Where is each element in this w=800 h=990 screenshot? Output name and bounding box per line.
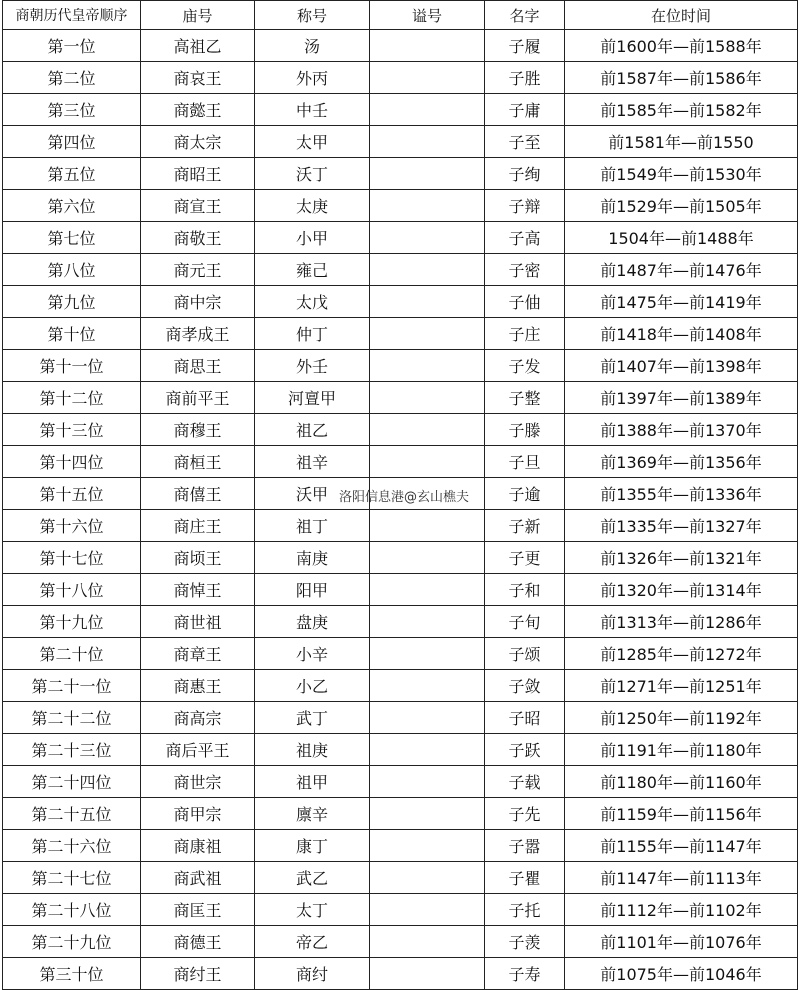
given-name-cell: 子绚 xyxy=(485,158,565,190)
title-cell: 外壬 xyxy=(255,350,370,382)
header-order: 商朝历代皇帝顺序 xyxy=(3,1,141,30)
temple-name-cell: 商甲宗 xyxy=(141,798,255,830)
posthumous-name-cell xyxy=(370,862,485,894)
temple-name-cell: 商悼王 xyxy=(141,574,255,606)
table-row xyxy=(3,62,798,94)
order-cell: 第十九位 xyxy=(3,606,141,638)
table-row xyxy=(3,510,798,542)
given-name-cell: 子新 xyxy=(485,510,565,542)
given-name-cell: 子嚣 xyxy=(485,830,565,862)
given-name-cell: 子托 xyxy=(485,894,565,926)
given-name-cell: 子履 xyxy=(485,30,565,62)
posthumous-name-cell xyxy=(370,926,485,958)
title-cell: 河亶甲 xyxy=(255,382,370,414)
given-name-cell: 子高 xyxy=(485,222,565,254)
given-name-cell: 子旦 xyxy=(485,446,565,478)
title-cell: 祖乙 xyxy=(255,414,370,446)
reign-period-cell: 前1355年—前1336年 xyxy=(565,478,798,510)
temple-name-cell: 商孝成王 xyxy=(141,318,255,350)
order-cell: 第十三位 xyxy=(3,414,141,446)
posthumous-name-cell xyxy=(370,286,485,318)
temple-name-cell: 商穆王 xyxy=(141,414,255,446)
header-reign-period: 在位时间 xyxy=(565,1,798,30)
table-row xyxy=(3,222,798,254)
temple-name-cell: 商纣王 xyxy=(141,958,255,990)
table-row xyxy=(3,190,798,222)
title-cell: 帝乙 xyxy=(255,926,370,958)
posthumous-name-cell xyxy=(370,894,485,926)
table-row xyxy=(3,126,798,158)
posthumous-name-cell xyxy=(370,606,485,638)
given-name-cell: 子胜 xyxy=(485,62,565,94)
order-cell: 第二十四位 xyxy=(3,766,141,798)
given-name-cell: 子伷 xyxy=(485,286,565,318)
order-cell: 第二十五位 xyxy=(3,798,141,830)
order-cell: 第二位 xyxy=(3,62,141,94)
table-row xyxy=(3,638,798,670)
given-name-cell: 子瞿 xyxy=(485,862,565,894)
reign-period-cell: 1504年—前1488年 xyxy=(565,222,798,254)
order-cell: 第二十三位 xyxy=(3,734,141,766)
title-cell: 盘庚 xyxy=(255,606,370,638)
given-name-cell: 子发 xyxy=(485,350,565,382)
posthumous-name-cell xyxy=(370,222,485,254)
temple-name-cell: 商匡王 xyxy=(141,894,255,926)
temple-name-cell: 高祖乙 xyxy=(141,30,255,62)
posthumous-name-cell xyxy=(370,670,485,702)
given-name-cell: 子更 xyxy=(485,542,565,574)
given-name-cell: 子辩 xyxy=(485,190,565,222)
table-row xyxy=(3,350,798,382)
reign-period-cell: 前1180年—前1160年 xyxy=(565,766,798,798)
title-cell: 太甲 xyxy=(255,126,370,158)
table-row xyxy=(3,862,798,894)
header-given-name: 名字 xyxy=(485,1,565,30)
posthumous-name-cell xyxy=(370,318,485,350)
order-cell: 第三十位 xyxy=(3,958,141,990)
posthumous-name-cell xyxy=(370,734,485,766)
reign-period-cell: 前1313年—前1286年 xyxy=(565,606,798,638)
reign-period-cell: 前1418年—前1408年 xyxy=(565,318,798,350)
reign-period-cell: 前1487年—前1476年 xyxy=(565,254,798,286)
temple-name-cell: 商哀王 xyxy=(141,62,255,94)
reign-period-cell: 前1147年—前1113年 xyxy=(565,862,798,894)
title-cell: 南庚 xyxy=(255,542,370,574)
posthumous-name-cell xyxy=(370,510,485,542)
temple-name-cell: 商元王 xyxy=(141,254,255,286)
order-cell: 第十二位 xyxy=(3,382,141,414)
table-row xyxy=(3,318,798,350)
title-cell: 阳甲 xyxy=(255,574,370,606)
reign-period-cell: 前1112年—前1102年 xyxy=(565,894,798,926)
title-cell: 沃甲 xyxy=(255,478,370,510)
table-row xyxy=(3,958,798,990)
order-cell: 第四位 xyxy=(3,126,141,158)
posthumous-name-cell xyxy=(370,30,485,62)
given-name-cell: 子昭 xyxy=(485,702,565,734)
reign-period-cell: 前1320年—前1314年 xyxy=(565,574,798,606)
temple-name-cell: 商宣王 xyxy=(141,190,255,222)
posthumous-name-cell xyxy=(370,638,485,670)
reign-period-cell: 前1335年—前1327年 xyxy=(565,510,798,542)
posthumous-name-cell xyxy=(370,830,485,862)
table-body xyxy=(3,30,798,990)
given-name-cell: 子敛 xyxy=(485,670,565,702)
table-row xyxy=(3,766,798,798)
title-cell: 沃丁 xyxy=(255,158,370,190)
order-cell: 第八位 xyxy=(3,254,141,286)
posthumous-name-cell xyxy=(370,414,485,446)
order-cell: 第十八位 xyxy=(3,574,141,606)
temple-name-cell: 商僖王 xyxy=(141,478,255,510)
temple-name-cell: 商顷王 xyxy=(141,542,255,574)
temple-name-cell: 商德王 xyxy=(141,926,255,958)
watermark-text: 洛阳信息港@玄山樵夫 xyxy=(339,490,470,505)
order-cell: 第二十七位 xyxy=(3,862,141,894)
title-cell: 小辛 xyxy=(255,638,370,670)
reign-period-cell: 前1600年—前1588年 xyxy=(565,30,798,62)
temple-name-cell: 商高宗 xyxy=(141,702,255,734)
table-row xyxy=(3,926,798,958)
title-cell: 祖庚 xyxy=(255,734,370,766)
order-cell: 第十位 xyxy=(3,318,141,350)
temple-name-cell: 商后平王 xyxy=(141,734,255,766)
reign-period-cell: 前1587年—前1586年 xyxy=(565,62,798,94)
temple-name-cell: 商惠王 xyxy=(141,670,255,702)
given-name-cell: 子逾 xyxy=(485,478,565,510)
order-cell: 第二十位 xyxy=(3,638,141,670)
order-cell: 第三位 xyxy=(3,94,141,126)
order-cell: 第二十九位 xyxy=(3,926,141,958)
given-name-cell: 子跃 xyxy=(485,734,565,766)
title-cell: 太戊 xyxy=(255,286,370,318)
table-row xyxy=(3,894,798,926)
reign-period-cell: 前1250年—前1192年 xyxy=(565,702,798,734)
header-title: 称号 xyxy=(255,1,370,30)
order-cell: 第二十一位 xyxy=(3,670,141,702)
given-name-cell: 子滕 xyxy=(485,414,565,446)
given-name-cell: 子载 xyxy=(485,766,565,798)
reign-period-cell: 前1549年—前1530年 xyxy=(565,158,798,190)
table-row xyxy=(3,158,798,190)
order-cell: 第一位 xyxy=(3,30,141,62)
given-name-cell: 子先 xyxy=(485,798,565,830)
table-row xyxy=(3,382,798,414)
title-cell: 小甲 xyxy=(255,222,370,254)
reign-period-cell: 前1285年—前1272年 xyxy=(565,638,798,670)
header-posthumous-name: 谥号 xyxy=(370,1,485,30)
order-cell: 第九位 xyxy=(3,286,141,318)
title-cell: 武乙 xyxy=(255,862,370,894)
posthumous-name-cell xyxy=(370,190,485,222)
reign-period-cell: 前1397年—前1389年 xyxy=(565,382,798,414)
given-name-cell: 子旬 xyxy=(485,606,565,638)
order-cell: 第十一位 xyxy=(3,350,141,382)
given-name-cell: 子庄 xyxy=(485,318,565,350)
posthumous-name-cell xyxy=(370,254,485,286)
order-cell: 第十四位 xyxy=(3,446,141,478)
reign-period-cell: 前1191年—前1180年 xyxy=(565,734,798,766)
table-row xyxy=(3,702,798,734)
reign-period-cell: 前1369年—前1356年 xyxy=(565,446,798,478)
temple-name-cell: 商太宗 xyxy=(141,126,255,158)
title-cell: 商纣 xyxy=(255,958,370,990)
temple-name-cell: 商章王 xyxy=(141,638,255,670)
temple-name-cell: 商思王 xyxy=(141,350,255,382)
table-row xyxy=(3,670,798,702)
order-cell: 第十五位 xyxy=(3,478,141,510)
reign-period-cell: 前1101年—前1076年 xyxy=(565,926,798,958)
title-cell: 仲丁 xyxy=(255,318,370,350)
table-row xyxy=(3,734,798,766)
title-cell: 太庚 xyxy=(255,190,370,222)
table-row xyxy=(3,574,798,606)
table-row xyxy=(3,446,798,478)
title-cell: 太丁 xyxy=(255,894,370,926)
title-cell: 康丁 xyxy=(255,830,370,862)
order-cell: 第二十二位 xyxy=(3,702,141,734)
posthumous-name-cell xyxy=(370,94,485,126)
header-temple-name: 庙号 xyxy=(141,1,255,30)
title-cell: 中壬 xyxy=(255,94,370,126)
posthumous-name-cell xyxy=(370,446,485,478)
posthumous-name-cell xyxy=(370,542,485,574)
posthumous-name-cell xyxy=(370,766,485,798)
title-cell: 汤 xyxy=(255,30,370,62)
order-cell: 第二十六位 xyxy=(3,830,141,862)
reign-period-cell: 前1075年—前1046年 xyxy=(565,958,798,990)
title-cell: 祖丁 xyxy=(255,510,370,542)
table-row xyxy=(3,542,798,574)
posthumous-name-cell xyxy=(370,798,485,830)
title-cell: 祖辛 xyxy=(255,446,370,478)
temple-name-cell: 商中宗 xyxy=(141,286,255,318)
reign-period-cell: 前1388年—前1370年 xyxy=(565,414,798,446)
posthumous-name-cell xyxy=(370,158,485,190)
given-name-cell: 子寿 xyxy=(485,958,565,990)
temple-name-cell: 商懿王 xyxy=(141,94,255,126)
order-cell: 第十七位 xyxy=(3,542,141,574)
title-cell: 雍己 xyxy=(255,254,370,286)
table-row xyxy=(3,30,798,62)
temple-name-cell: 商武祖 xyxy=(141,862,255,894)
title-cell: 祖甲 xyxy=(255,766,370,798)
given-name-cell: 子颂 xyxy=(485,638,565,670)
order-cell: 第六位 xyxy=(3,190,141,222)
given-name-cell: 子庸 xyxy=(485,94,565,126)
title-cell: 廪辛 xyxy=(255,798,370,830)
order-cell: 第七位 xyxy=(3,222,141,254)
reign-period-cell: 前1271年—前1251年 xyxy=(565,670,798,702)
given-name-cell: 子密 xyxy=(485,254,565,286)
reign-period-cell: 前1159年—前1156年 xyxy=(565,798,798,830)
given-name-cell: 子整 xyxy=(485,382,565,414)
temple-name-cell: 商前平王 xyxy=(141,382,255,414)
given-name-cell: 子至 xyxy=(485,126,565,158)
order-cell: 第十六位 xyxy=(3,510,141,542)
reign-period-cell: 前1529年—前1505年 xyxy=(565,190,798,222)
reign-period-cell: 前1326年—前1321年 xyxy=(565,542,798,574)
posthumous-name-cell xyxy=(370,126,485,158)
given-name-cell: 子羡 xyxy=(485,926,565,958)
temple-name-cell: 商世祖 xyxy=(141,606,255,638)
posthumous-name-cell xyxy=(370,62,485,94)
reign-period-cell: 前1407年—前1398年 xyxy=(565,350,798,382)
posthumous-name-cell xyxy=(370,574,485,606)
table-row xyxy=(3,94,798,126)
temple-name-cell: 商世宗 xyxy=(141,766,255,798)
table-row xyxy=(3,414,798,446)
posthumous-name-cell xyxy=(370,382,485,414)
temple-name-cell: 商敬王 xyxy=(141,222,255,254)
table-row xyxy=(3,606,798,638)
title-cell: 外丙 xyxy=(255,62,370,94)
reign-period-cell: 前1155年—前1147年 xyxy=(565,830,798,862)
table-row xyxy=(3,254,798,286)
table-row xyxy=(3,798,798,830)
title-cell: 小乙 xyxy=(255,670,370,702)
title-cell: 武丁 xyxy=(255,702,370,734)
order-cell: 第五位 xyxy=(3,158,141,190)
reign-period-cell: 前1475年—前1419年 xyxy=(565,286,798,318)
table-header-row xyxy=(3,1,798,30)
posthumous-name-cell xyxy=(370,350,485,382)
given-name-cell: 子和 xyxy=(485,574,565,606)
posthumous-name-cell xyxy=(370,958,485,990)
order-cell: 第二十八位 xyxy=(3,894,141,926)
temple-name-cell: 商昭王 xyxy=(141,158,255,190)
reign-period-cell: 前1585年—前1582年 xyxy=(565,94,798,126)
table-row xyxy=(3,830,798,862)
temple-name-cell: 商康祖 xyxy=(141,830,255,862)
table-row xyxy=(3,286,798,318)
reign-period-cell: 前1581年—前1550 xyxy=(565,126,798,158)
posthumous-name-cell xyxy=(370,702,485,734)
temple-name-cell: 商庄王 xyxy=(141,510,255,542)
temple-name-cell: 商桓王 xyxy=(141,446,255,478)
